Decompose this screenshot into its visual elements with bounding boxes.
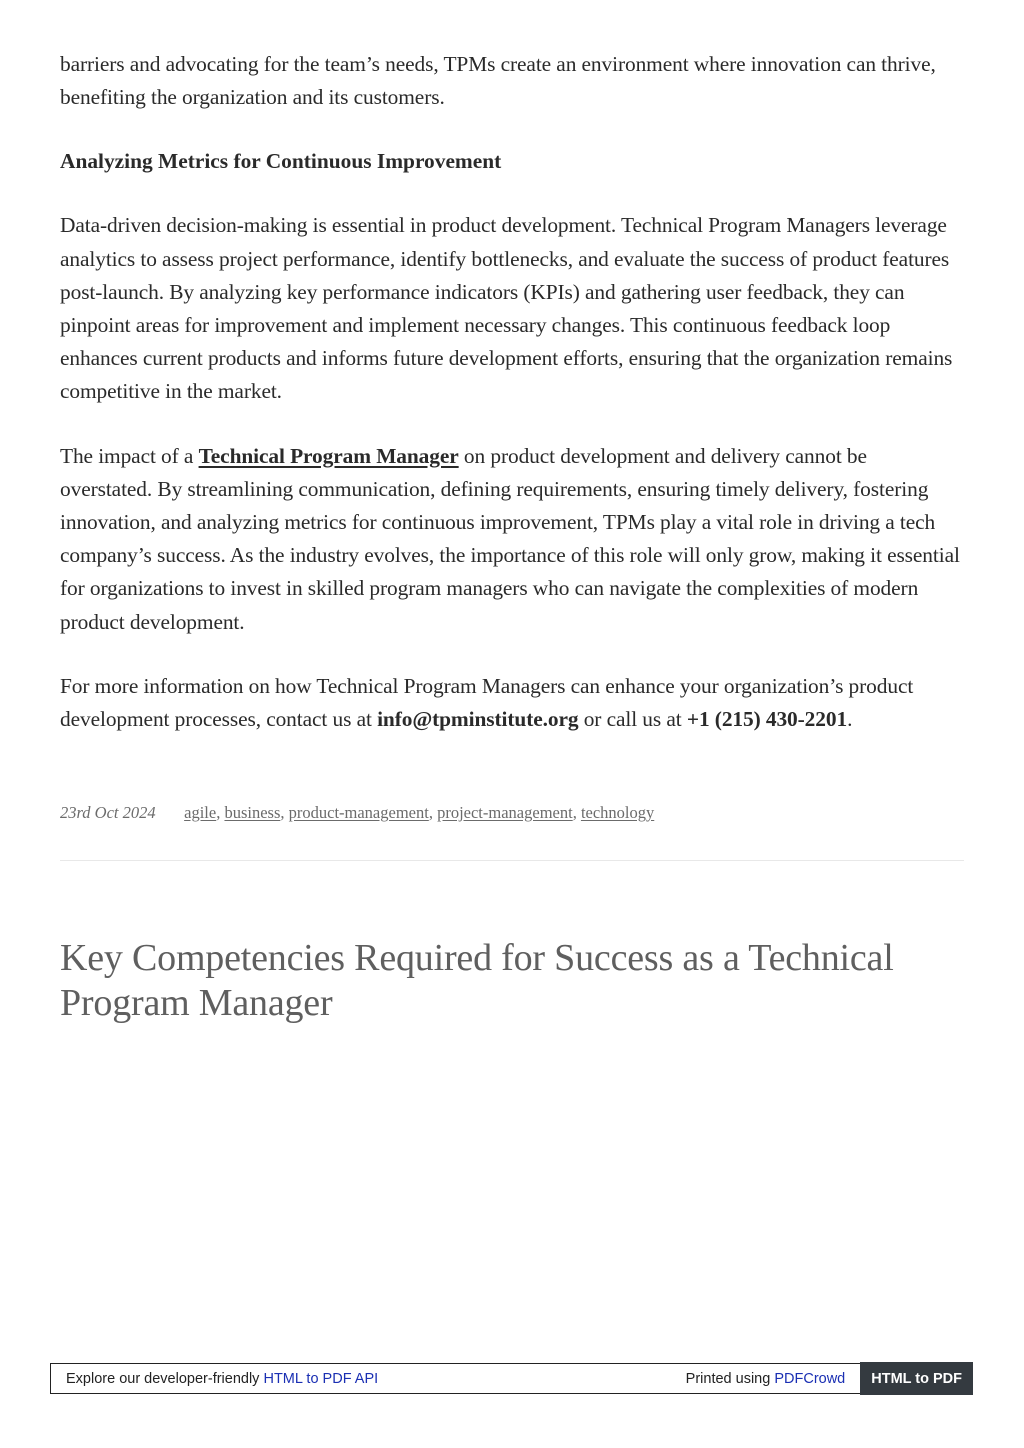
tag-link[interactable]: product-management (288, 803, 429, 822)
contact-phone: +1 (215) 430-2201 (686, 707, 848, 732)
tag-link[interactable]: business (224, 803, 281, 822)
intro-paragraph: barriers and advocating for the team’s needs, TPMs create an environment where innovation can thrive, benefiting the organization and its customers. (60, 52, 936, 110)
contact-email: info@tpminstitute.org (377, 707, 579, 732)
footer-printed (686, 1371, 861, 1387)
technical-program-manager-link[interactable]: Technical Program Manager (198, 443, 459, 468)
pdfcrowd-footer (50, 1363, 972, 1394)
tag-separator: , (280, 803, 289, 822)
impact-suffix: on product development and delivery cannot be overstated. By streamlining communication, defining requirements, ensuring timely delivery, fostering innovation, and analyzing metrics for continuous improvement, TPMs play a vital role in driving a tech company’s success. As the industry evolves, the importance of this role will only grow, making it essential for organizations to invest in skilled program managers who can navigate the complexities of modern product development. (60, 443, 960, 634)
contact-prefix: For more information on how Technical Program Managers can enhance your organization’s product development processes, contact us at (60, 673, 914, 732)
tag-link[interactable]: technology (580, 803, 655, 822)
metrics-paragraph: Data-driven decision-making is essential in product development. Technical Program Managers leverage analytics to assess project performance, identify bottlenecks, and evaluate the success of product features post-launch. By analyzing key performance indicators (KPIs) and gathering user feedback, they can pinpoint areas for improvement and implement necessary changes. This continuous feedback loop enhances current products and informs future development efforts, ensuring that the organization remains competitive in the market. (60, 213, 953, 404)
impact-paragraph (60, 440, 964, 639)
post-meta (60, 800, 964, 826)
tag-link[interactable]: agile (184, 803, 217, 822)
tag-link[interactable]: project-management (437, 803, 573, 822)
contact-middle: or call us at (578, 707, 687, 732)
footer-explore (51, 1371, 686, 1387)
impact-prefix: The impact of a (60, 443, 199, 468)
tag-separator: , (216, 803, 225, 822)
next-post-title[interactable]: Key Competencies Required for Success as a Technical Program Manager (60, 937, 894, 1024)
footer-printed-text: Printed using (685, 1370, 775, 1387)
tag-list (184, 803, 654, 822)
section-heading: Analyzing Metrics for Continuous Improvement (60, 149, 502, 174)
contact-suffix: . (847, 707, 853, 732)
contact-paragraph (60, 670, 964, 736)
html-to-pdf-badge[interactable]: HTML to PDF (860, 1362, 973, 1395)
footer-explore-text: Explore our developer-friendly (66, 1370, 264, 1387)
post-divider (60, 860, 964, 861)
post-date: 23rd Oct 2024 (60, 803, 156, 822)
pdfcrowd-link[interactable]: PDFCrowd (774, 1370, 846, 1387)
article-body (60, 48, 964, 767)
tag-separator: , (428, 803, 438, 822)
tag-separator: , (572, 803, 581, 822)
html-to-pdf-api-link[interactable]: HTML to PDF API (263, 1370, 379, 1387)
